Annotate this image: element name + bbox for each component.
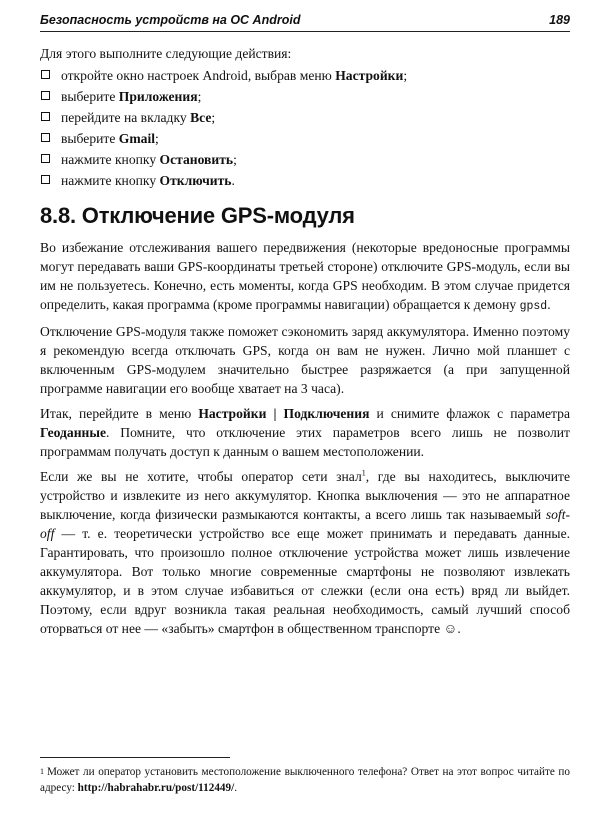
- page-number: 189: [549, 13, 570, 27]
- paragraph-text: Если же вы не хотите, чтобы оператор сети знал: [40, 469, 362, 484]
- step-keyword: Все: [190, 110, 212, 125]
- list-item: [40, 149, 570, 170]
- step-text: нажмите кнопку: [61, 152, 160, 167]
- list-item: [40, 128, 570, 149]
- step-keyword: Настройки: [335, 68, 404, 83]
- list-item: [40, 107, 570, 128]
- running-header: [40, 11, 570, 31]
- menu-path: Настройки | Подключения: [198, 406, 370, 421]
- footnote-punct: .: [234, 782, 238, 794]
- header-rule: [40, 31, 570, 32]
- step-punct: .: [231, 173, 235, 188]
- footnote-link[interactable]: http://habrahabr.ru/post/112449/: [77, 782, 235, 794]
- checkbox-bullet-icon: [41, 112, 50, 121]
- step-text: выберите: [61, 131, 119, 146]
- checkbox-bullet-icon: [41, 154, 50, 163]
- running-header-title: Безопасность устройств на ОС Android: [40, 13, 301, 27]
- step-keyword: Приложения: [118, 89, 198, 104]
- step-keyword: Остановить: [159, 152, 234, 167]
- paragraph-text: .: [547, 297, 551, 312]
- page-body: [40, 44, 570, 644]
- paragraph-2: Отключение GPS-модуля также поможет сэкономить заряд аккумулятора. Именно поэтому я рекомендую всегда отключать GPS, когда он вам не нужен. Лично мой планшет с включенным GPS-модулем значительно быстрее разряжается (а при запущенной программе навигации его вообще хватает на 3 часа).: [40, 324, 570, 396]
- section-heading: 8.8. Отключение GPS-модуля: [40, 203, 355, 228]
- step-text: нажмите кнопку: [61, 173, 160, 188]
- footnote-reference: 1: [361, 468, 366, 478]
- step-keyword: Gmail: [118, 131, 156, 146]
- paragraph-text: и снимите флажок с параметра: [369, 406, 570, 421]
- step-punct: ;: [197, 89, 202, 104]
- list-item: [40, 65, 570, 86]
- step-punct: ;: [233, 152, 237, 167]
- paragraph-text: . Помните, что отключение этих параметров всего лишь не позволит программам получать доступ к данным о вашем местоположении.: [40, 425, 570, 459]
- paragraph-text: , где вы находитесь, выключите устройство и извлеките из него аккумулятор. Кнопка выключения — это не аппаратное выключение, когда физически размыкаются контакты, а всего лишь так называемый: [40, 469, 570, 522]
- step-text: перейдите на вкладку: [61, 110, 191, 125]
- paragraph-text: Во избежание отслеживания вашего передвижения (некоторые вредоносные программы могут передавать ваши GPS-координаты третьей стороне) отключите GPS-модуль, если вы им не пользуетесь. Конечно, есть моменты, когда GPS необходим. В этом случае придется определить, какая программа (кроме программы навигации) обращается к демону: [40, 240, 570, 312]
- checkbox-bullet-icon: [41, 175, 50, 184]
- steps-intro: Для этого выполните следующие действия:: [40, 46, 292, 61]
- checkbox-bullet-icon: [41, 133, 50, 142]
- checkbox-bullet-icon: [41, 91, 50, 100]
- list-item: [40, 170, 570, 191]
- step-text: откройте окно настроек Android, выбрав меню: [61, 68, 336, 83]
- step-punct: ;: [403, 68, 408, 83]
- footnote: [40, 764, 570, 796]
- paragraph-text: — т. е. теоретически устройство все еще может принимать и передавать данные. Гарантировать, что произошло полное отключение устройства может лишь извлечение аккумулятора. Вот только многие современные смартфоны не позволяют извлекать аккумулятор, и в этом случае избавиться от слежки (если она есть) вряд ли выйдет. Поэтому, если вдруг возникла такая реальная необходимость, самый лучший способ оторваться от нее — «забыть» смартфон в общественном транспорте ☺.: [40, 526, 570, 636]
- step-punct: ;: [211, 110, 216, 125]
- term-soft-off: soft-off: [40, 507, 570, 541]
- daemon-name: gpsd: [519, 300, 548, 313]
- paragraph-3: [40, 404, 570, 461]
- steps-list: [40, 65, 570, 191]
- footnote-number: 1: [40, 767, 44, 776]
- step-keyword: Отключить: [159, 173, 232, 188]
- step-text: выберите: [61, 89, 119, 104]
- footnote-text: Может ли оператор установить местоположение выключенного телефона? Ответ на этот вопрос читайте по адресу:: [40, 766, 570, 794]
- checkbox-bullet-icon: [41, 70, 50, 79]
- paragraph-1: [40, 238, 570, 316]
- paragraph-4: [40, 467, 570, 638]
- parameter-name: Геоданные: [40, 425, 107, 440]
- list-item: [40, 86, 570, 107]
- paragraph-text: Итак, перейдите в меню: [40, 406, 199, 421]
- footnote-rule: [40, 757, 230, 758]
- step-punct: ;: [155, 131, 159, 146]
